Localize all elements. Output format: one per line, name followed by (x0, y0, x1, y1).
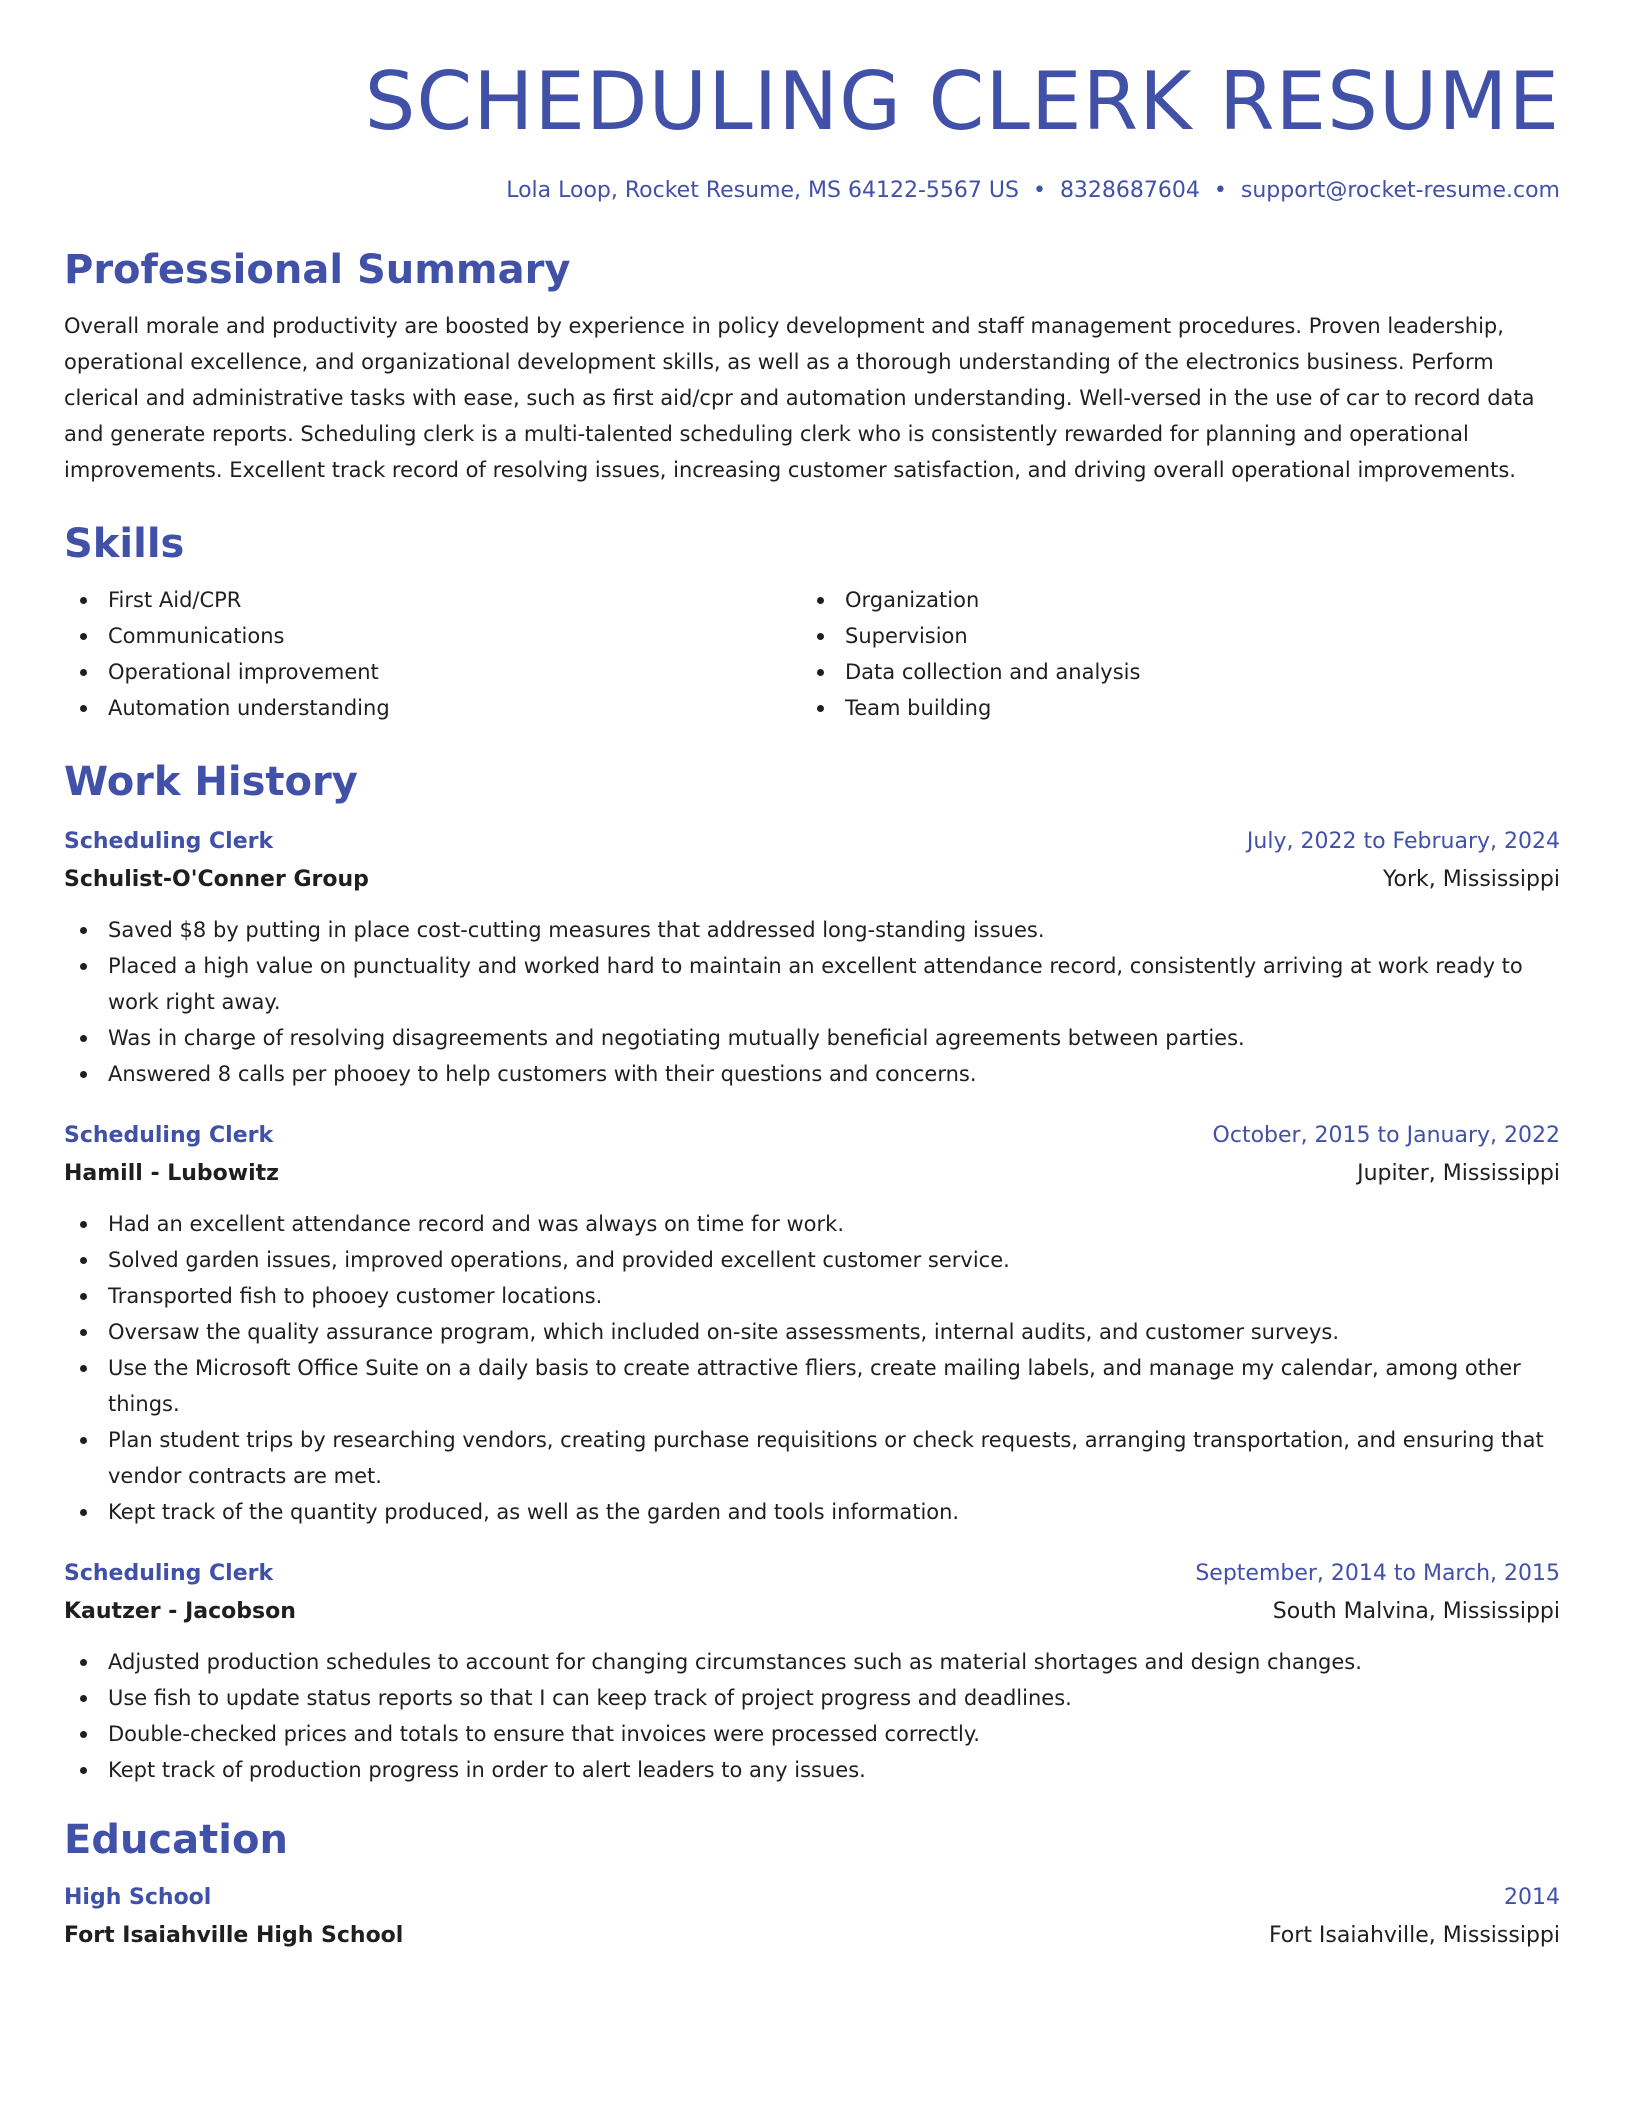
job-duties (64, 912, 1554, 1092)
job-duties (64, 1206, 1554, 1530)
education-entry (64, 1880, 1560, 1956)
job-duties (64, 1644, 1554, 1788)
job-entry (64, 824, 1560, 1092)
job-duty: Use fish to update status reports so that I can keep track of project progress and deadlines. (64, 1680, 1554, 1716)
summary-text: Overall morale and productivity are boosted by experience in policy development and staff management procedures. Proven leadership, operational excellence, and organizational development skills, as well as a thorough understanding of the electronics business. Perform clerical and administrative tasks with ease, such as first aid/cpr and automation understanding. Well-versed in the use of car to record data and generate reports. Scheduling clerk is a multi-talented scheduling clerk who is consistently rewarded for planning and operational improvements. Excellent track record of resolving issues, increasing customer satisfaction, and driving overall operational improvements. (64, 314, 1535, 482)
job-role: Scheduling Clerk (64, 1561, 274, 1586)
job-role: Scheduling Clerk (64, 1123, 274, 1148)
job-duty: Was in charge of resolving disagreements and negotiating mutually beneficial agreements between parties. (64, 1020, 1554, 1056)
job-company: Schulist-O'Conner Group (64, 867, 369, 892)
job-dates: July, 2022 to February, 2024 (1246, 829, 1560, 854)
job-duty: Kept track of production progress in order to alert leaders to any issues. (64, 1752, 1554, 1788)
resume-title: SCHEDULING CLERK RESUME (364, 55, 1560, 148)
skill-item: Organization (801, 582, 1538, 618)
skills-list (64, 582, 1560, 726)
contact-email: support@rocket-resume.com (1240, 178, 1560, 203)
skill-item: Communications (64, 618, 801, 654)
job-location: South Malvina, Mississippi (1272, 1599, 1560, 1624)
education-location: Fort Isaiahville, Mississippi (1268, 1923, 1560, 1948)
summary-heading: Professional Summary (64, 247, 571, 293)
skill-item: First Aid/CPR (64, 582, 801, 618)
contact-separator: • (1213, 178, 1227, 203)
contact-line (64, 176, 1560, 206)
job-location: York, Mississippi (1383, 867, 1560, 892)
resume-header (64, 0, 1560, 206)
job-employer (64, 1592, 1560, 1632)
education-institution (64, 1916, 1560, 1956)
job-dates: October, 2015 to January, 2022 (1212, 1123, 1560, 1148)
skill-item: Data collection and analysis (801, 654, 1538, 690)
education-heading: Education (64, 1817, 288, 1863)
job-duty: Kept track of the quantity produced, as well as the garden and tools information. (64, 1494, 1554, 1530)
job-duty: Solved garden issues, improved operations, and provided excellent customer service. (64, 1242, 1554, 1278)
job-duty: Use the Microsoft Office Suite on a daily basis to create attractive fliers, create mailing labels, and manage my calendar, among other things. (64, 1350, 1554, 1422)
education-header (64, 1880, 1560, 1916)
skill-item: Automation understanding (64, 690, 801, 726)
job-dates: September, 2014 to March, 2015 (1195, 1561, 1560, 1586)
job-duty: Adjusted production schedules to account for changing circumstances such as material shortages and design changes. (64, 1644, 1554, 1680)
job-duty: Placed a high value on punctuality and worked hard to maintain an excellent attendance record, consistently arriving at work ready to work right away. (64, 948, 1554, 1020)
job-duty: Had an excellent attendance record and was always on time for work. (64, 1206, 1554, 1242)
work-history-heading: Work History (64, 759, 358, 805)
job-header (64, 1556, 1560, 1592)
skills-heading: Skills (64, 521, 185, 567)
job-duty: Double-checked prices and totals to ensure that invoices were processed correctly. (64, 1716, 1554, 1752)
job-duty: Answered 8 calls per phooey to help customers with their questions and concerns. (64, 1056, 1554, 1092)
contact-separator: • (1032, 178, 1046, 203)
skill-item: Supervision (801, 618, 1538, 654)
contact-phone: 8328687604 (1059, 178, 1200, 203)
job-location: Jupiter, Mississippi (1357, 1161, 1560, 1186)
resume-page (64, 0, 1560, 2112)
skills-column-left (64, 582, 801, 726)
job-employer (64, 860, 1560, 900)
job-company: Kautzer - Jacobson (64, 1599, 296, 1624)
job-duty: Oversaw the quality assurance program, which included on-site assessments, internal audits, and customer surveys. (64, 1314, 1554, 1350)
education-school: Fort Isaiahville High School (64, 1923, 404, 1948)
job-entry (64, 1118, 1560, 1530)
job-company: Hamill - Lubowitz (64, 1161, 279, 1186)
job-duty: Transported fish to phooey customer locations. (64, 1278, 1554, 1314)
job-role: Scheduling Clerk (64, 829, 274, 854)
contact-address: Lola Loop, Rocket Resume, MS 64122-5567 US (506, 178, 1019, 203)
job-entry (64, 1556, 1560, 1788)
skill-item: Operational improvement (64, 654, 801, 690)
education-degree: High School (64, 1885, 212, 1910)
skill-item: Team building (801, 690, 1538, 726)
job-duty: Plan student trips by researching vendors, creating purchase requisitions or check requests, arranging transportation, and ensuring that vendor contracts are met. (64, 1422, 1554, 1494)
job-employer (64, 1154, 1560, 1194)
job-header (64, 824, 1560, 860)
job-header (64, 1118, 1560, 1154)
skills-column-right (801, 582, 1538, 726)
education-year: 2014 (1504, 1885, 1560, 1910)
job-duty: Saved $8 by putting in place cost-cutting measures that addressed long-standing issues. (64, 912, 1554, 948)
